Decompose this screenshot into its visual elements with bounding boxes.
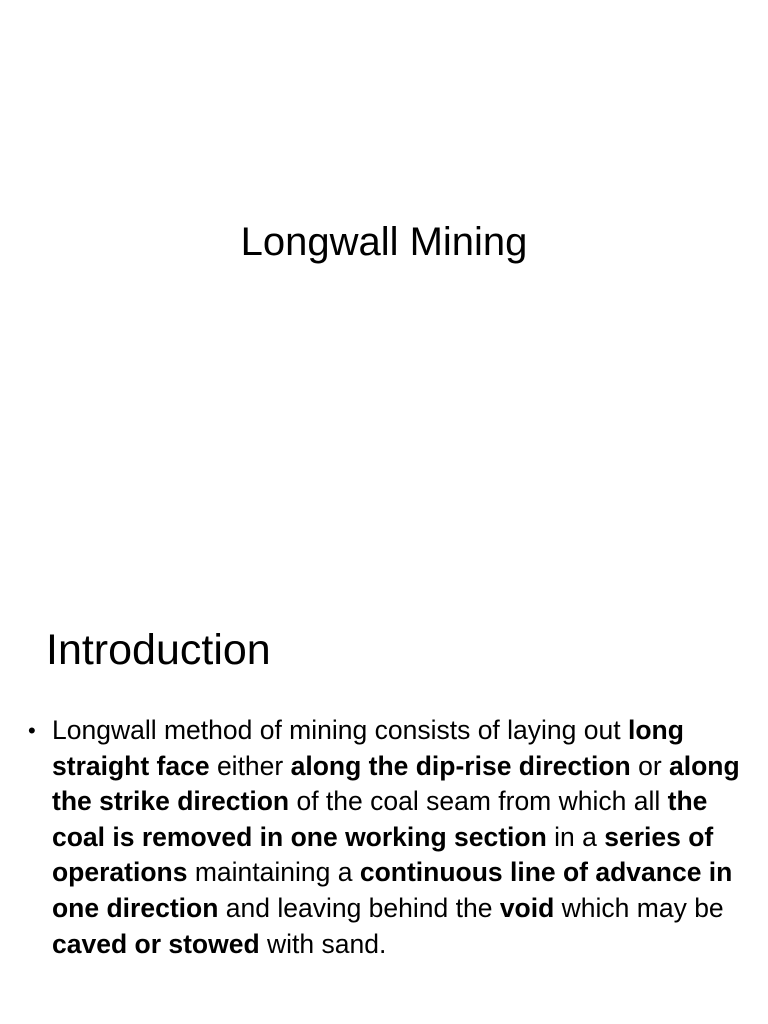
- bullet-item: [28, 713, 740, 962]
- text-segment: in a: [546, 821, 605, 852]
- bold-segment: long straight face: [52, 715, 684, 781]
- bullet-list: [28, 713, 740, 962]
- bold-segment: along the dip-rise direction: [290, 750, 631, 781]
- bullet-text: [52, 715, 740, 959]
- slide-title: Longwall Mining: [240, 220, 528, 264]
- text-segment: or: [630, 750, 670, 781]
- bold-segment: caved or stowed: [52, 928, 260, 959]
- text-segment: of the coal seam from which all: [289, 786, 668, 817]
- bold-segment: void: [499, 892, 555, 923]
- bold-segment: series of operations: [52, 821, 714, 888]
- bold-segment: the coal is removed in one working section: [52, 786, 708, 852]
- text-segment: either: [209, 750, 291, 781]
- text-segment: maintaining a: [187, 857, 360, 888]
- text-segment: Longwall method of mining consists of laying out: [52, 715, 628, 745]
- bold-segment: continuous line of advance in one direction: [52, 857, 733, 923]
- text-segment: and leaving behind the: [218, 892, 500, 923]
- text-segment: with sand.: [259, 928, 387, 959]
- bullet-marker-icon: •: [28, 718, 36, 743]
- section-heading: Introduction: [46, 626, 271, 674]
- bold-segment: along the strike direction: [52, 750, 740, 817]
- text-segment: which may be: [554, 892, 724, 923]
